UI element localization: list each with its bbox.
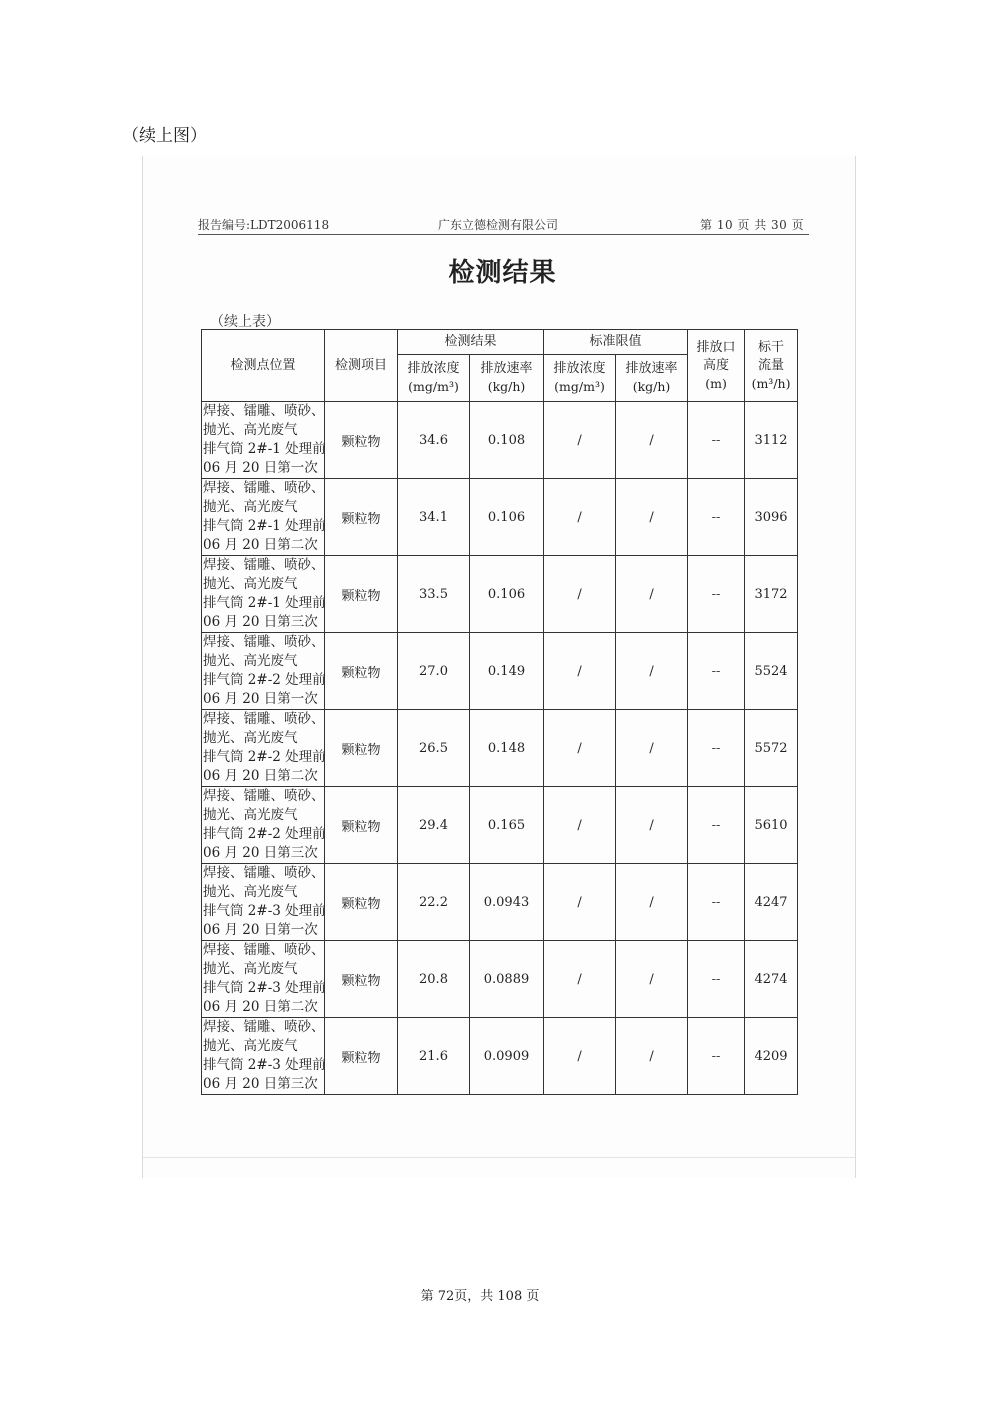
rate-label: 排放速率 (480, 361, 533, 376)
location-line: 排气筒 2#-1 处理前 (203, 441, 326, 457)
cell-limit-conc: / (544, 1018, 616, 1095)
cell-item: 颗粒物 (325, 633, 398, 710)
limit-rate-label: 排放速率 (625, 361, 678, 376)
location-line: 抛光、高光废气 (203, 961, 298, 977)
table-row (202, 479, 798, 556)
cell-conc: 26.5 (398, 710, 470, 787)
location-line: 06 月 20 日第三次 (203, 614, 318, 630)
location-line: 焊接、镭雕、喷砂、 (203, 557, 325, 573)
table-row (202, 402, 798, 479)
cell-location (202, 864, 325, 941)
cell-limit-conc: / (544, 556, 616, 633)
header-limit-rate (616, 355, 688, 402)
location-line: 抛光、高光废气 (203, 1038, 298, 1054)
location-line: 排气筒 2#-2 处理前 (203, 672, 326, 688)
conc-label: 排放浓度 (407, 361, 460, 376)
location-line: 焊接、镭雕、喷砂、 (203, 403, 325, 419)
cell-limit-conc: / (544, 710, 616, 787)
cell-conc: 27.0 (398, 633, 470, 710)
rate-unit: (kg/h) (487, 379, 526, 394)
header-location: 检测点位置 (202, 330, 325, 402)
company-name: 广东立德检测有限公司 (438, 218, 559, 232)
cell-limit-rate: / (616, 633, 688, 710)
outlet-height-unit: (m) (705, 375, 727, 391)
cell-limit-rate: / (616, 479, 688, 556)
cell-conc: 34.6 (398, 402, 470, 479)
document-page-footer: 第 72页，共 108 页 (420, 1289, 540, 1304)
cell-limit-conc: / (544, 941, 616, 1018)
location-line: 焊接、镭雕、喷砂、 (203, 942, 325, 958)
location-line: 06 月 20 日第一次 (203, 691, 318, 707)
location-line: 抛光、高光废气 (203, 499, 298, 515)
outlet-height-line1: 排放口 (696, 339, 736, 355)
cell-conc: 22.2 (398, 864, 470, 941)
table-row (202, 787, 798, 864)
location-line: 抛光、高光废气 (203, 653, 298, 669)
location-line: 抛光、高光废气 (203, 807, 298, 823)
flow-line2: 流量 (758, 357, 785, 373)
cell-height: -- (688, 402, 745, 479)
cell-item: 颗粒物 (325, 941, 398, 1018)
cell-conc: 29.4 (398, 787, 470, 864)
header-conc (398, 355, 470, 402)
cell-item: 颗粒物 (325, 402, 398, 479)
location-line: 焊接、镭雕、喷砂、 (203, 1019, 325, 1035)
location-line: 抛光、高光废气 (203, 730, 298, 746)
cell-location (202, 402, 325, 479)
results-table (201, 329, 798, 1095)
cell-limit-rate: / (616, 710, 688, 787)
cell-flow: 5572 (745, 710, 798, 787)
table-row (202, 633, 798, 710)
location-line: 焊接、镭雕、喷砂、 (203, 634, 325, 650)
cell-height: -- (688, 633, 745, 710)
table-row (202, 864, 798, 941)
table-row (202, 556, 798, 633)
table-row (202, 941, 798, 1018)
cell-limit-rate: / (616, 864, 688, 941)
cell-limit-rate: / (616, 402, 688, 479)
location-line: 排气筒 2#-3 处理前 (203, 1057, 326, 1073)
limit-conc-label: 排放浓度 (553, 361, 606, 376)
header-limits-group: 标准限值 (544, 330, 688, 355)
location-line: 焊接、镭雕、喷砂、 (203, 711, 325, 727)
cell-limit-conc: / (544, 633, 616, 710)
cell-location (202, 941, 325, 1018)
cell-rate: 0.148 (470, 710, 544, 787)
cell-flow: 3112 (745, 402, 798, 479)
cell-location (202, 710, 325, 787)
cell-limit-conc: / (544, 787, 616, 864)
cell-height: -- (688, 941, 745, 1018)
cell-rate: 0.149 (470, 633, 544, 710)
limit-rate-unit: (kg/h) (632, 379, 671, 394)
header-item: 检测项目 (325, 330, 398, 402)
table-row (202, 710, 798, 787)
location-line: 06 月 20 日第二次 (203, 537, 318, 553)
cell-location (202, 787, 325, 864)
cell-item: 颗粒物 (325, 479, 398, 556)
location-line: 06 月 20 日第二次 (203, 999, 318, 1015)
continuation-table-label: （续上表） (210, 314, 280, 330)
location-line: 06 月 20 日第三次 (203, 1076, 318, 1092)
location-line: 排气筒 2#-3 处理前 (203, 980, 326, 996)
cell-location (202, 1018, 325, 1095)
cell-rate: 0.108 (470, 402, 544, 479)
cell-location (202, 633, 325, 710)
location-line: 06 月 20 日第一次 (203, 460, 318, 476)
conc-unit: (mg/m³) (408, 379, 459, 394)
header-flow (745, 330, 798, 402)
cell-flow: 3172 (745, 556, 798, 633)
cell-flow: 4209 (745, 1018, 798, 1095)
outlet-height-line2: 高度 (703, 357, 730, 373)
location-line: 抛光、高光废气 (203, 422, 298, 438)
location-line: 06 月 20 日第二次 (203, 768, 318, 784)
location-line: 06 月 20 日第三次 (203, 845, 318, 861)
cell-location (202, 556, 325, 633)
location-line: 焊接、镭雕、喷砂、 (203, 480, 325, 496)
cell-item: 颗粒物 (325, 864, 398, 941)
page-title: 检测结果 (448, 258, 557, 288)
cell-height: -- (688, 787, 745, 864)
location-line: 排气筒 2#-2 处理前 (203, 749, 326, 765)
cell-flow: 5610 (745, 787, 798, 864)
cell-rate: 0.106 (470, 479, 544, 556)
report-number: 报告编号:LDT2006118 (198, 218, 330, 232)
cell-location (202, 479, 325, 556)
header-rate (470, 355, 544, 402)
location-line: 抛光、高光废气 (203, 884, 298, 900)
cell-rate: 0.0909 (470, 1018, 544, 1095)
header-limit-conc (544, 355, 616, 402)
location-line: 抛光、高光废气 (203, 576, 298, 592)
cell-flow: 5524 (745, 633, 798, 710)
cell-limit-conc: / (544, 479, 616, 556)
cell-conc: 34.1 (398, 479, 470, 556)
cell-height: -- (688, 710, 745, 787)
cell-rate: 0.165 (470, 787, 544, 864)
header-divider (198, 234, 809, 235)
cell-limit-conc: / (544, 402, 616, 479)
location-line: 焊接、镭雕、喷砂、 (203, 788, 325, 804)
flow-unit: (m³/h) (751, 375, 791, 391)
cell-conc: 33.5 (398, 556, 470, 633)
location-line: 排气筒 2#-1 处理前 (203, 518, 326, 534)
cell-limit-rate: / (616, 1018, 688, 1095)
cell-rate: 0.106 (470, 556, 544, 633)
cell-item: 颗粒物 (325, 1018, 398, 1095)
location-line: 排气筒 2#-1 处理前 (203, 595, 326, 611)
cell-item: 颗粒物 (325, 710, 398, 787)
location-line: 排气筒 2#-2 处理前 (203, 826, 326, 842)
cell-flow: 3096 (745, 479, 798, 556)
cell-flow: 4274 (745, 941, 798, 1018)
cell-height: -- (688, 864, 745, 941)
report-page-info: 第 10 页 共 30 页 (700, 218, 805, 232)
cell-height: -- (688, 556, 745, 633)
continuation-figure-label: （续上图） (122, 126, 207, 146)
location-line: 排气筒 2#-3 处理前 (203, 903, 326, 919)
location-line: 焊接、镭雕、喷砂、 (203, 865, 325, 881)
flow-line1: 标干 (758, 339, 785, 355)
table-row (202, 1018, 798, 1095)
cell-limit-conc: / (544, 864, 616, 941)
limit-conc-unit: (mg/m³) (554, 379, 605, 394)
cell-height: -- (688, 479, 745, 556)
cell-item: 颗粒物 (325, 556, 398, 633)
cell-limit-rate: / (616, 941, 688, 1018)
header-outlet-height (688, 330, 745, 402)
cell-height: -- (688, 1018, 745, 1095)
cell-flow: 4247 (745, 864, 798, 941)
cell-rate: 0.0943 (470, 864, 544, 941)
cell-limit-rate: / (616, 556, 688, 633)
cell-conc: 21.6 (398, 1018, 470, 1095)
cell-limit-rate: / (616, 787, 688, 864)
cell-item: 颗粒物 (325, 787, 398, 864)
header-results-group: 检测结果 (398, 330, 544, 355)
cell-conc: 20.8 (398, 941, 470, 1018)
cell-rate: 0.0889 (470, 941, 544, 1018)
location-line: 06 月 20 日第一次 (203, 922, 318, 938)
